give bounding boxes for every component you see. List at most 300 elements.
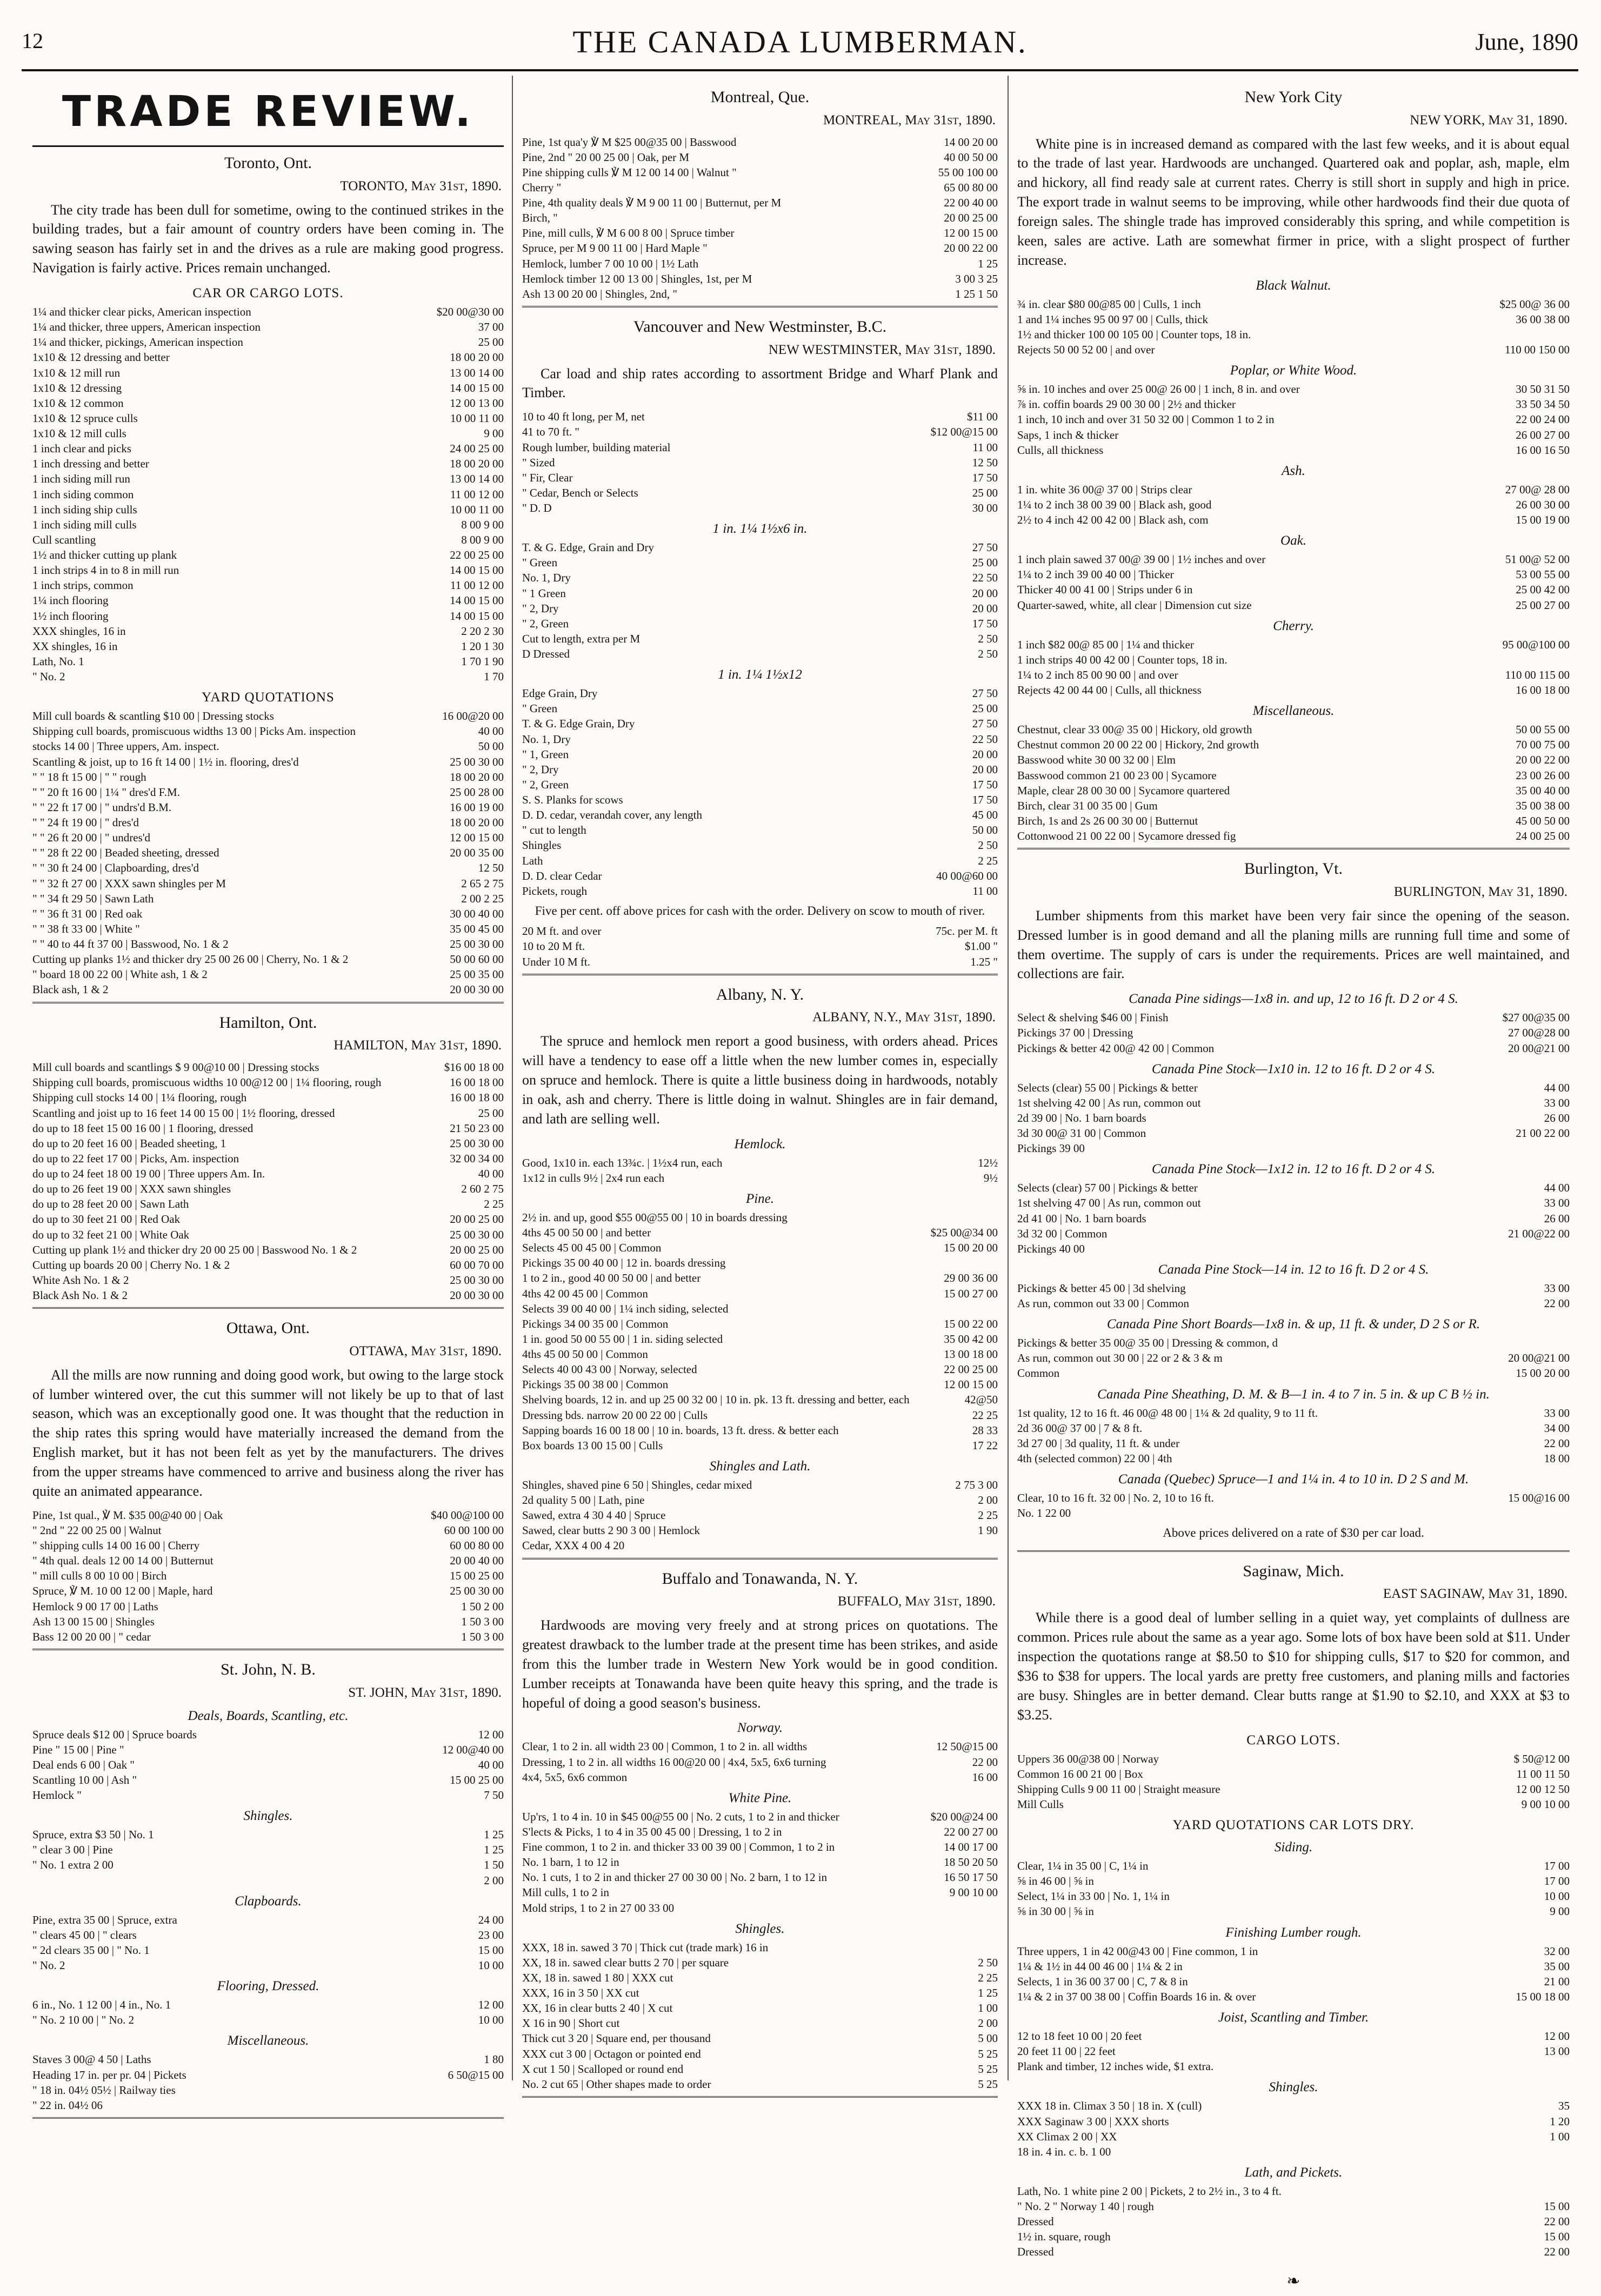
item-description: XX, 16 in clear butts 2 40 | X cut (522, 2002, 673, 2015)
subheading: Canada Pine Sheathing, D. M. & B—1 in. 4 to 7 in. 5 in. & up C B ½ in. (1097, 1387, 1490, 1402)
item-description: Edge Grain, Dry (522, 687, 598, 700)
item-price: 27 00@ 28 00 (1505, 483, 1570, 496)
item-description: ¾ in. clear $80 00@85 00 | Culls, 1 inch (1017, 297, 1201, 311)
item-description: 1¼ and thicker, three uppers, American inspection (32, 320, 261, 334)
section-title: Hamilton, Ont. (219, 1013, 317, 1032)
table-row (522, 485, 998, 500)
table-row (32, 471, 504, 486)
price-table (1017, 1944, 1570, 2005)
item-description: As run, common out 33 00 | Common (1017, 1297, 1190, 1310)
table-row (522, 2031, 998, 2046)
item-price: 45 00 50 00 (1516, 814, 1570, 827)
item-price: 16 00@20 00 (442, 709, 504, 723)
item-description: Sawed, extra 4 30 4 40 | Spruce (522, 1509, 666, 1522)
price-table (1017, 482, 1570, 527)
item-price: 6 50@15 00 (448, 2068, 504, 2081)
item-price: 12 00@40 00 (442, 1743, 504, 1756)
item-description: 41 to 70 ft. " (522, 425, 579, 439)
item-price: 10 00 (1544, 1890, 1570, 1903)
item-description: Maple, clear 28 00 30 00 | Sycamore quartered (1017, 784, 1230, 797)
table-row (32, 365, 504, 380)
subheading: 1 in. 1¼ 1½x6 in. (712, 521, 808, 537)
item-description: Basswood white 30 00 32 00 | Elm (1017, 753, 1176, 767)
item-price: 20 00 22 00 (1516, 753, 1570, 767)
masthead-rule (22, 69, 1578, 71)
section-title: Toronto, Ont. (224, 153, 312, 172)
item-description: " No. 2 (32, 1959, 65, 1972)
item-price: 22 00 40 00 (944, 196, 998, 210)
item-description: 1x10 & 12 dressing and better (32, 351, 170, 364)
item-price: 2 25 (978, 1971, 998, 1984)
item-description: Scantling 10 00 | Ash " (32, 1773, 137, 1786)
item-description: Saps, 1 inch & thicker (1017, 428, 1119, 441)
item-price: 15 00 22 00 (944, 1317, 998, 1330)
item-price: 15 00 20 00 (1516, 1367, 1570, 1380)
table-row (522, 540, 998, 555)
item-description: 2½ to 4 inch 42 00 42 00 | Black ash, com (1017, 513, 1209, 527)
table-row (32, 921, 504, 936)
item-description: ⅞ in. coffin boards 29 00 30 00 | 2½ and thicker (1017, 398, 1236, 411)
price-table (1017, 1335, 1570, 1381)
item-description: Shipping cull stocks 14 00 | 1¼ flooring, rough (32, 1091, 247, 1105)
table-row (32, 2083, 504, 2098)
table-row (522, 1538, 998, 1553)
table-row (1017, 1974, 1570, 1989)
item-description: Thick cut 3 20 | Square end, per thousand (522, 2032, 711, 2045)
item-price: 12 00 (1544, 2030, 1570, 2043)
table-row (522, 1255, 998, 1270)
table-row (522, 2046, 998, 2061)
item-price (1564, 1241, 1570, 1256)
item-price: 32 00 34 00 (450, 1152, 504, 1165)
price-table (1017, 1490, 1570, 1521)
item-description: Mill Culls (1017, 1797, 1064, 1811)
item-price: 2 25 (484, 1197, 504, 1211)
table-row (1017, 1782, 1570, 1797)
toronto-section (32, 152, 504, 1003)
table-row (1017, 381, 1570, 397)
item-description: 2d 41 00 | No. 1 barn boards (1017, 1211, 1146, 1225)
dateline: NEW WESTMINSTER, May 31st, 1890. (768, 342, 996, 357)
item-description: Pine, 2nd " 20 00 25 00 | Oak, per M (522, 150, 690, 164)
column-1 (32, 81, 504, 2112)
item-price: 25 00 28 00 (450, 785, 504, 799)
table-row (522, 777, 998, 792)
item-price: 50 00 (972, 824, 998, 837)
item-price: 1 50 3 00 (461, 1615, 504, 1628)
dateline: EAST SAGINAW, May 31, 1890. (1383, 1587, 1567, 1602)
table-row (32, 1757, 504, 1772)
table-row (522, 135, 998, 150)
item-price: 15 00 25 00 (450, 1773, 504, 1786)
item-price: $11 00 (967, 410, 998, 424)
item-description: do up to 32 feet 21 00 | White Oak (32, 1228, 190, 1241)
table-row (32, 1873, 504, 1888)
item-price: 12 00 15 00 (450, 831, 504, 845)
market-report: Car load and ship rates according to assortment Bridge and Wharf Plank and Timber. (522, 365, 998, 401)
item-description: Ash 13 00 15 00 | Shingles (32, 1615, 155, 1628)
table-row (32, 785, 504, 800)
table-row (1017, 682, 1570, 698)
item-price: 22 00 25 00 (450, 548, 504, 562)
item-description: 4x4, 5x5, 6x6 common (522, 1770, 628, 1784)
item-price: 20 00 25 00 (450, 1213, 504, 1226)
table-row (1017, 1195, 1570, 1210)
masthead (22, 24, 1578, 62)
table-row (1017, 667, 1570, 682)
table-row (32, 724, 504, 739)
price-table (32, 1060, 504, 1303)
item-description: " 18 in. 04½ 05½ | Railway ties (32, 2083, 176, 2097)
item-price: 33 00 (1544, 1196, 1570, 1210)
table-row (522, 686, 998, 701)
item-description: Clear, 10 to 16 ft. 32 00 | No. 2, 10 to 16 ft. (1017, 1491, 1214, 1505)
item-description: Cedar, XXX 4 00 4 20 (522, 1539, 625, 1552)
table-row (1017, 2029, 1570, 2044)
table-row (32, 1166, 504, 1181)
item-price: 25 00 30 00 (450, 1228, 504, 1241)
item-price: 17 00 (1544, 1859, 1570, 1873)
item-price: 70 00 75 00 (1516, 738, 1570, 752)
item-description: 2d quality 5 00 | Lath, pine (522, 1494, 645, 1507)
item-description: Up'rs, 1 to 4 in. 10 in $45 00@55 00 | No. 2 cuts, 1 to 2 in and thicker (522, 1810, 839, 1823)
item-description: 1st shelving 42 00 | As run, common out (1017, 1096, 1201, 1109)
item-description: Select, 1¼ in 33 00 | No. 1, 1¼ in (1017, 1890, 1170, 1903)
table-row (522, 1755, 998, 1770)
item-price: 27 50 (972, 717, 998, 731)
item-price: 1 80 (484, 2053, 504, 2066)
section-title: Ottawa, Ont. (226, 1319, 310, 1337)
item-description: 1¼ and thicker clear picks, American inspection (32, 305, 251, 319)
section-title: Saginaw, Mich. (1243, 1562, 1344, 1580)
table-row (1017, 1490, 1570, 1505)
item-description: Black ash, 1 & 2 (32, 983, 109, 996)
table-row (32, 639, 504, 654)
subheading: Shingles and Lath. (709, 1458, 811, 1474)
item-description: Rejects 50 00 52 00 | and over (1017, 343, 1155, 357)
item-price: 22 50 (972, 571, 998, 585)
item-price: 2 00 (978, 2017, 998, 2030)
price-table (522, 1210, 998, 1453)
item-description: Pickings 34 00 35 00 | Common (522, 1317, 669, 1330)
item-description: No. 1 22 00 (1017, 1507, 1071, 1520)
item-description: do up to 22 feet 17 00 | Picks, Am. inspection (32, 1152, 239, 1165)
table-row (522, 500, 998, 516)
item-price: 17 50 (972, 793, 998, 807)
item-price: 25 00 (972, 486, 998, 499)
table-row (32, 1288, 504, 1303)
table-row (32, 1181, 504, 1196)
subheading: Joist, Scantling and Timber. (1218, 2010, 1369, 2025)
table-row (32, 380, 504, 396)
section-title: Buffalo and Tonawanda, N. Y. (662, 1569, 858, 1588)
item-price: 30 00 40 00 (450, 907, 504, 920)
item-description: 1st shelving 47 00 | As run, common out (1017, 1196, 1201, 1210)
item-price (1564, 2184, 1570, 2199)
price-table (32, 1997, 504, 2027)
table-row (522, 1985, 998, 2000)
item-description: " D. D (522, 501, 552, 515)
item-description: 1x10 & 12 mill run (32, 366, 121, 379)
item-description: 1 inch clear and picks (32, 442, 132, 456)
table-row (32, 1090, 504, 1105)
item-description: Selects, 1 in 36 00 37 00 | C, 7 & 8 in (1017, 1974, 1188, 1988)
item-description: Select & shelving $46 00 | Finish (1017, 1011, 1169, 1025)
item-price: 60 00 70 00 (450, 1258, 504, 1271)
item-price: 20 00 25 00 (450, 1243, 504, 1256)
item-description: Basswood common 21 00 23 00 | Sycamore (1017, 768, 1217, 782)
item-description: " Fir, Clear (522, 471, 573, 484)
table-row (32, 1842, 504, 1857)
item-description: " board 18 00 22 00 | White ash, 1 & 2 (32, 968, 208, 981)
item-description: 1¼ & 2 in 37 00 38 00 | Coffin Boards 16 in. & over (1017, 1990, 1256, 2003)
item-description: " 22 in. 04½ 06 (32, 2098, 103, 2112)
dateline: BURLINGTON, May 31, 1890. (1393, 884, 1567, 899)
item-description: 1 in. white 36 00@ 37 00 | Strips clear (1017, 483, 1192, 496)
table-row (1017, 427, 1570, 443)
price-note: Five per cent. off above prices for cash with the order. Delivery on scow to mouth of river. (535, 903, 985, 918)
item-description: XXX shingles, 16 in (32, 624, 126, 638)
subheading: Oak. (1280, 533, 1306, 548)
subheading: Finishing Lumber rough. (1225, 1925, 1362, 1940)
item-price: $ 50@12 00 (1513, 1752, 1570, 1765)
item-price: 30 50 31 50 (1516, 383, 1570, 396)
item-price: 34 00 (1544, 1421, 1570, 1435)
table-row (32, 563, 504, 578)
table-row (32, 815, 504, 830)
item-description: XXX cut 3 00 | Octagon or pointed end (522, 2047, 701, 2060)
item-price: 110 00 150 00 (1505, 343, 1570, 357)
item-description: " Cedar, Bench or Selects (522, 486, 638, 499)
table-row (522, 1955, 998, 1970)
item-price: 50 00 55 00 (1516, 723, 1570, 737)
item-price (1564, 2059, 1570, 2074)
item-description: " 2, Green (522, 778, 569, 791)
dateline: BUFFALO, May 31st, 1890. (837, 1594, 996, 1609)
item-description: do up to 30 feet 21 00 | Red Oak (32, 1213, 181, 1226)
item-price: 14 00 15 00 (450, 381, 504, 394)
subheading: Shingles. (1269, 2080, 1318, 2095)
item-description: Hemlock 9 00 17 00 | Laths (32, 1599, 158, 1613)
item-description: Cutting up boards 20 00 | Cherry No. 1 & 2 (32, 1258, 230, 1271)
item-description: Chestnut common 20 00 22 00 | Hickory, 2nd growth (1017, 738, 1259, 752)
price-table (522, 540, 998, 661)
item-price: $1.00 " (964, 940, 998, 953)
table-row (1017, 2199, 1570, 2214)
item-price: 16 00 (972, 1770, 998, 1784)
item-price: 17 50 (972, 778, 998, 791)
item-description: Selects 39 00 40 00 | 1¼ inch siding, selected (522, 1302, 729, 1315)
table-row (1017, 312, 1570, 327)
table-row (32, 547, 504, 563)
price-table (1017, 1405, 1570, 1467)
item-price: 20 00 (972, 586, 998, 600)
item-description: 10 to 40 ft long, per M, net (522, 410, 645, 424)
item-description: T. & G. Edge Grain, Dry (522, 717, 635, 731)
item-description: Mold strips, 1 to 2 in 27 00 33 00 (522, 1901, 675, 1915)
item-description: Spruce, extra $3 50 | No. 1 (32, 1828, 154, 1842)
item-price: 110 00 115 00 (1505, 668, 1570, 681)
table-row (522, 455, 998, 470)
item-description: Hemlock, lumber 7 00 10 00 | 1½ Lath (522, 257, 699, 270)
item-price: 25 00 30 00 (450, 1136, 504, 1150)
table-row (32, 1958, 504, 1973)
table-row (522, 1347, 998, 1362)
item-description: 1x10 & 12 mill culls (32, 427, 126, 440)
item-description: 1x12 in culls 9½ | 2x4 run each (522, 1171, 665, 1184)
item-description: do up to 20 feet 16 00 | Beaded sheeting, 1 (32, 1136, 226, 1150)
table-row (522, 631, 998, 646)
item-description: 1 inch siding mill run (32, 472, 130, 486)
table-row (522, 838, 998, 853)
item-price: 20 00 (972, 762, 998, 776)
table-row (522, 150, 998, 165)
item-description: do up to 24 feet 18 00 19 00 | Three uppers Am. In. (32, 1167, 265, 1181)
table-row (522, 1270, 998, 1286)
price-note: Above prices delivered on a rate of $30 per car load. (1163, 1526, 1424, 1540)
item-price: 1 20 (1550, 2114, 1570, 2128)
table-row (1017, 1421, 1570, 1436)
item-description: D. D. clear Cedar (522, 869, 602, 882)
price-table (522, 923, 998, 969)
table-row (522, 1477, 998, 1492)
item-price: 18 00 20 00 (450, 351, 504, 364)
table-row (522, 939, 998, 954)
item-description: 1 inch, 10 inch and over 31 50 32 00 | Common 1 to 2 in (1017, 413, 1275, 426)
item-price: 21 00@22 00 (1508, 1227, 1570, 1240)
item-price: 1 25 1 50 (955, 287, 998, 300)
table-row (32, 1538, 504, 1553)
subheading: CAR OR CARGO LOTS. (192, 286, 344, 301)
item-price: 55 00 100 00 (938, 165, 998, 179)
subheading: YARD QUOTATIONS CAR LOTS DRY. (1172, 1818, 1415, 1833)
item-price: 17 00 (1544, 1875, 1570, 1888)
subheading: Shingles. (243, 1809, 293, 1824)
market-report: All the mills are now running and doing good work, but owing to the large stock of lumber wintered over, the cut this summer will not likely be up to that of last season, which was an exceptionally good one. It was thought that the reduction in the ship rates this spring would have materially increased the demand from the English market, but it has not been felt as yet by the manufacturers. The drives from the upper streams have commenced to arrive and business along the river has quite an animated appearance. (32, 1367, 504, 1499)
table-row (1017, 652, 1570, 667)
item-description: XX Climax 2 00 | XX (1017, 2130, 1117, 2143)
item-description: 3d 27 00 | 3d quality, 11 ft. & under (1017, 1436, 1180, 1450)
table-row (522, 1970, 998, 1985)
item-price: 1.25 " (970, 955, 998, 968)
table-row (1017, 1095, 1570, 1110)
table-row (522, 601, 998, 616)
subheading: Black Walnut. (1256, 278, 1331, 293)
item-description: " 2, Dry (522, 762, 559, 776)
item-price: 37 00 (478, 320, 504, 334)
price-table (522, 1477, 998, 1554)
item-description: Pine, 1st qua'y ℣ M $25 00@35 00 | Basswood (522, 135, 737, 149)
item-description: " " 34 ft 29 50 | Sawn Lath (32, 892, 154, 905)
page-number: 12 (22, 29, 43, 53)
item-description: X cut 1 50 | Scalloped or round end (522, 2062, 684, 2076)
subheading: Canada Pine Short Boards—1x8 in. & up, 11 ft. & under, D 2 S or R. (1106, 1317, 1480, 1332)
item-price: 45 00 (972, 808, 998, 822)
item-description: Mill cull boards and scantlings $ 9 00@10 00 | Dressing stocks (32, 1061, 319, 1074)
table-row (1017, 1751, 1570, 1766)
item-description: Mill cull boards & scantling $10 00 | Dressing stocks (32, 709, 274, 723)
table-row (522, 1900, 998, 1916)
item-price: 22 00 (1544, 1436, 1570, 1450)
table-row (32, 608, 504, 624)
table-row (522, 1438, 998, 1453)
table-row (32, 441, 504, 456)
item-price: 20 00 30 00 (450, 1289, 504, 1302)
table-row (1017, 497, 1570, 512)
table-row (522, 853, 998, 868)
item-price (992, 1301, 998, 1316)
table-row (32, 456, 504, 471)
item-description: Birch, " (522, 211, 558, 225)
buffalo-section (522, 1568, 998, 2098)
item-price: 28 33 (972, 1423, 998, 1437)
item-description: Cut to length, extra per M (522, 632, 641, 645)
item-price: 35 00 38 00 (1516, 799, 1570, 812)
item-description: " " 20 ft 16 00 | 1¼ " dres'd F.M. (32, 785, 180, 799)
item-price: 20 00@21 00 (1508, 1041, 1570, 1055)
table-row (522, 256, 998, 271)
subheading: Canada Pine Stock—1x10 in. 12 to 16 ft. D 2 or 4 S. (1151, 1061, 1436, 1076)
table-row (32, 1629, 504, 1644)
item-price: $27 00@35 00 (1502, 1011, 1570, 1025)
table-row (522, 470, 998, 485)
item-price: 2 65 2 75 (461, 876, 504, 890)
item-description: Selects 40 00 43 00 | Norway, selected (522, 1363, 697, 1376)
item-description: Pine, 1st qual., ℣ M. $35 00@40 00 | Oak (32, 1508, 223, 1522)
dateline: MONTREAL, May 31st, 1890. (823, 112, 996, 128)
item-price: 2 00 (978, 1494, 998, 1507)
item-price (1564, 2144, 1570, 2159)
item-price: 10 00 11 00 (450, 411, 504, 425)
section-title: New York City (1244, 88, 1343, 106)
stjohn-section (32, 1659, 504, 2119)
table-row (32, 350, 504, 365)
item-price: 24 00 25 00 (450, 442, 504, 456)
item-price: 1 25 (484, 1843, 504, 1857)
table-row (32, 1106, 504, 1121)
section-title: Vancouver and New Westminster, B.C. (633, 317, 887, 336)
item-price: 20 00 35 00 (450, 846, 504, 860)
table-row (522, 616, 998, 631)
item-price: 35 00 40 00 (1516, 784, 1570, 797)
subheading: Ash. (1282, 463, 1305, 478)
item-price: 7 50 (484, 1789, 504, 1802)
subheading: Cherry. (1273, 618, 1314, 633)
ottawa-section (32, 1317, 504, 1650)
item-description: 1¼ inch flooring (32, 594, 109, 607)
item-price: 23 00 26 00 (1516, 768, 1570, 782)
item-description: Scantling and joist up to 16 feet 14 00 15 00 | 1½ flooring, dressed (32, 1106, 335, 1120)
item-price: 8 00 9 00 (461, 533, 504, 546)
section-title: Albany, N. Y. (716, 985, 804, 1003)
subheading: Miscellaneous. (1252, 704, 1335, 719)
table-row (1017, 512, 1570, 527)
item-price (992, 1255, 998, 1270)
dateline: NEW YORK, May 31, 1890. (1410, 112, 1567, 128)
item-price: 22 00 (1544, 2245, 1570, 2259)
table-row (32, 936, 504, 952)
item-description: " Green (522, 556, 558, 570)
item-description: 1x10 & 12 common (32, 396, 124, 410)
item-price: 35 00 45 00 (450, 922, 504, 935)
item-price: 12 00 13 00 (450, 396, 504, 410)
item-price: 12 00 12 50 (1516, 1782, 1570, 1796)
ornament-icon: ❧ (1286, 2272, 1300, 2290)
item-price: 44 00 (1544, 1081, 1570, 1094)
item-description: Cherry " (522, 180, 562, 194)
price-table (522, 409, 998, 516)
table-row (1017, 783, 1570, 798)
